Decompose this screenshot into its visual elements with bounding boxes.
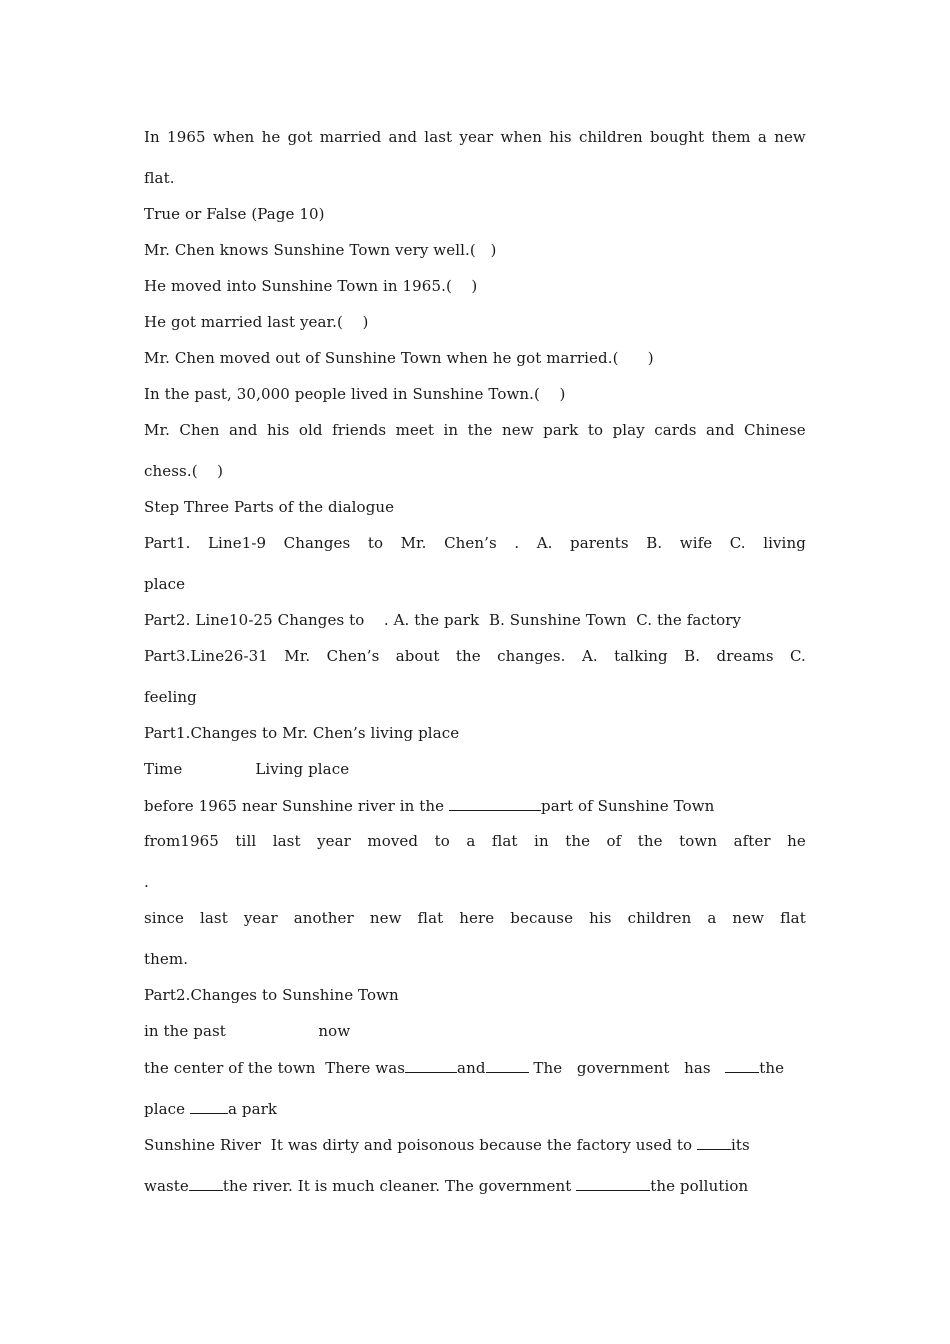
tf-question-5: In the past, 30,000 people lived in Sunshine Town.( )	[144, 385, 566, 403]
table-header: Time Living place	[144, 760, 350, 778]
word: new	[369, 909, 402, 927]
word: to	[367, 534, 384, 552]
line-text: and	[457, 1059, 486, 1077]
word: he	[261, 128, 281, 146]
word: B.	[646, 534, 663, 552]
word: his	[589, 909, 612, 927]
word: year	[243, 909, 278, 927]
answer-blank[interactable]	[449, 796, 541, 811]
word: changes.	[497, 647, 566, 665]
word: friends	[332, 421, 387, 439]
word: the	[455, 647, 481, 665]
line-text: The government has	[528, 1059, 726, 1077]
word: flat	[491, 832, 518, 850]
word: old	[298, 421, 323, 439]
text-line: place	[144, 575, 186, 593]
word: in	[443, 421, 459, 439]
word: play	[612, 421, 645, 439]
tf-question-2: He moved into Sunshine Town in 1965.( )	[144, 277, 478, 295]
word: dreams	[716, 647, 774, 665]
word: C.	[729, 534, 746, 552]
word: his	[266, 421, 290, 439]
line-text: waste	[144, 1177, 189, 1195]
table-row	[144, 796, 806, 815]
part2-question: Part2. Line10-25 Changes to . A. the park B. Sunshine Town C. the factory	[144, 611, 742, 629]
word: A.	[536, 534, 553, 552]
text-line: .	[144, 873, 149, 891]
word: Part3.Line26-31	[144, 647, 268, 665]
table-header: in the past now	[144, 1022, 351, 1040]
word: Chen	[179, 421, 220, 439]
word: got	[287, 128, 313, 146]
word: the	[565, 832, 591, 850]
table-row	[144, 909, 806, 927]
table-row	[144, 832, 806, 850]
text-line: them.	[144, 950, 189, 968]
table-row	[144, 1135, 806, 1154]
word: the	[637, 832, 663, 850]
answer-blank[interactable]	[486, 1058, 529, 1073]
word: his	[549, 128, 572, 146]
text-line: chess.( )	[144, 462, 224, 480]
text-line: flat.	[144, 169, 175, 187]
word: till	[235, 832, 257, 850]
word: married	[319, 128, 382, 146]
line-text: the river. It is much cleaner. The government	[222, 1177, 577, 1195]
word: flat	[417, 909, 444, 927]
word: in	[534, 832, 549, 850]
word: new	[732, 909, 765, 927]
word: a	[757, 128, 767, 146]
text-line	[144, 1176, 806, 1195]
section-heading: Part2.Changes to Sunshine Town	[144, 986, 399, 1004]
word: B.	[684, 647, 701, 665]
word: Chen’s	[444, 534, 497, 552]
word: living	[763, 534, 806, 552]
line-text: its	[731, 1136, 750, 1154]
answer-blank[interactable]	[190, 1099, 228, 1114]
tf-question-3: He got married last year.( )	[144, 313, 369, 331]
line-text: Sunshine River It was dirty and poisonous because the factory used to	[144, 1136, 698, 1154]
word: Mr.	[400, 534, 427, 552]
word: C.	[790, 647, 806, 665]
word: to	[434, 832, 450, 850]
tf-question-6	[144, 421, 806, 439]
word: bought	[650, 128, 705, 146]
part1-question	[144, 534, 806, 552]
word: about	[395, 647, 440, 665]
text-line: feeling	[144, 688, 197, 706]
word: when	[500, 128, 542, 146]
word: parents	[570, 534, 629, 552]
word: In	[144, 128, 160, 146]
section-heading: Part1.Changes to Mr. Chen’s living place	[144, 724, 460, 742]
line-text: the	[759, 1059, 785, 1077]
word: and	[706, 421, 735, 439]
word: last	[424, 128, 453, 146]
line-text: the pollution	[650, 1177, 749, 1195]
word: after	[733, 832, 771, 850]
text-line	[144, 1099, 806, 1118]
part3-question	[144, 647, 806, 665]
word: town	[679, 832, 718, 850]
word: Chen’s	[326, 647, 380, 665]
word: Mr.	[144, 421, 170, 439]
line-text: the center of the town There was	[144, 1059, 406, 1077]
answer-blank[interactable]	[576, 1176, 650, 1191]
line-text: place	[144, 1100, 190, 1118]
word: since	[144, 909, 184, 927]
line-text: before 1965 near Sunshine river in the	[144, 797, 450, 815]
word: he	[787, 832, 806, 850]
word: Chinese	[744, 421, 806, 439]
word: cards	[654, 421, 697, 439]
word: a	[466, 832, 476, 850]
answer-blank[interactable]	[697, 1135, 731, 1150]
word: wife	[679, 534, 713, 552]
word: 1965	[167, 128, 206, 146]
line-text: a park	[228, 1100, 278, 1118]
word: talking	[614, 647, 668, 665]
word: Changes	[283, 534, 351, 552]
tf-question-1: Mr. Chen knows Sunshine Town very well.( )	[144, 241, 497, 259]
word: new	[774, 128, 806, 146]
word: because	[510, 909, 574, 927]
word: moved	[367, 832, 419, 850]
word: when	[212, 128, 255, 146]
word: children	[578, 128, 643, 146]
word: year	[459, 128, 494, 146]
word: them	[711, 128, 751, 146]
word: year	[317, 832, 351, 850]
word: A.	[581, 647, 598, 665]
word: from1965	[144, 832, 219, 850]
section-heading: Step Three Parts of the dialogue	[144, 498, 395, 516]
word: of	[606, 832, 622, 850]
word: meet	[395, 421, 435, 439]
word: flat	[780, 909, 806, 927]
answer-blank[interactable]	[405, 1058, 457, 1073]
word: the	[467, 421, 493, 439]
word: new	[501, 421, 534, 439]
word: Line1-9	[208, 534, 267, 552]
section-heading: True or False (Page 10)	[144, 205, 325, 223]
word: to	[587, 421, 604, 439]
word: last	[272, 832, 301, 850]
word: children	[627, 909, 692, 927]
word: another	[293, 909, 354, 927]
word: here	[459, 909, 495, 927]
answer-blank[interactable]	[725, 1058, 759, 1073]
text-line	[144, 128, 806, 146]
word: Part1.	[144, 534, 191, 552]
word: Mr.	[284, 647, 311, 665]
answer-blank[interactable]	[189, 1176, 223, 1191]
word: a	[707, 909, 717, 927]
table-row	[144, 1058, 806, 1077]
word: and	[388, 128, 418, 146]
word: and	[228, 421, 258, 439]
line-text: part of Sunshine Town	[541, 797, 715, 815]
word: last	[199, 909, 228, 927]
word: .	[514, 534, 520, 552]
word: park	[543, 421, 579, 439]
tf-question-4: Mr. Chen moved out of Sunshine Town when he got married.( )	[144, 349, 654, 367]
